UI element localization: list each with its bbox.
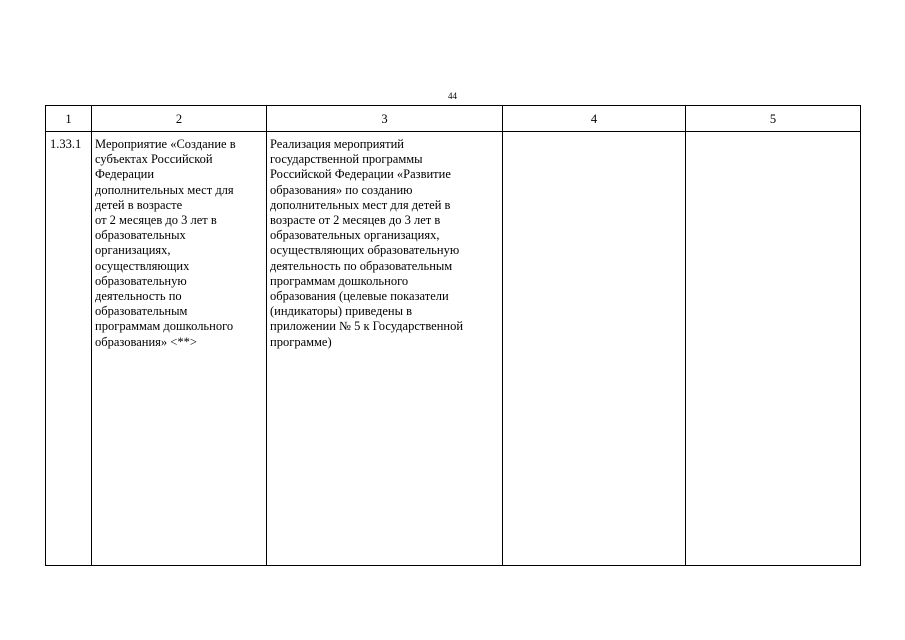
row-number-cell: 1.33.1	[46, 132, 92, 566]
column-5-cell	[686, 132, 861, 566]
column-header-4: 4	[503, 106, 686, 132]
activity-cell: Мероприятие «Создание в субъектах Российской Федерации дополнительных мест для детей в возрасте от 2 месяцев до 3 лет в образовательных организациях, осуществляющих образовательную деятельность по образовательным программам дошкольного образования» <**>	[92, 132, 267, 566]
column-4-cell	[503, 132, 686, 566]
column-header-2: 2	[92, 106, 267, 132]
table-row	[46, 132, 861, 566]
description-cell: Реализация мероприятий государственной программы Российской Федерации «Развитие образования» по созданию дополнительных мест для детей в возрасте от 2 месяцев до 3 лет в образовательных организациях, осуществляющих образовательную деятельность по образовательным программам дошкольного образования (целевые показатели (индикаторы) приведены в приложении № 5 к Государственной программе)	[267, 132, 503, 566]
column-header-3: 3	[267, 106, 503, 132]
column-header-5: 5	[686, 106, 861, 132]
column-header-1: 1	[46, 106, 92, 132]
table-header-row	[46, 106, 861, 132]
document-table	[45, 105, 861, 566]
page-number: 44	[448, 91, 457, 101]
